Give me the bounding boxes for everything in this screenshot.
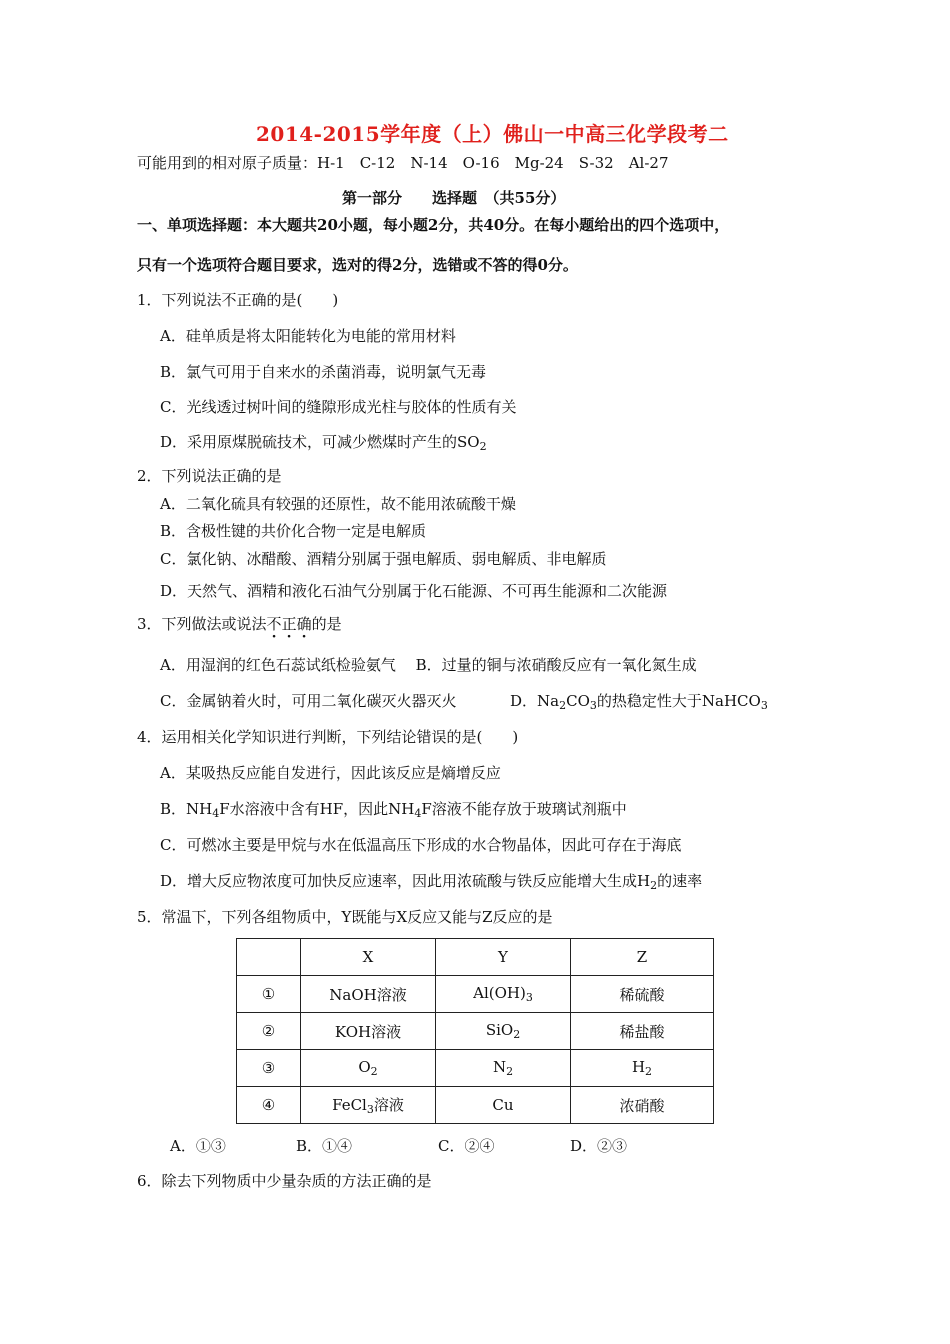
table-cell: KOH溶液 [301,1013,436,1050]
table-header-cell: Z [571,939,714,976]
atomic-masses: 可能用到的相对原子质量：H-1 C-12 N-14 O-16 Mg-24 S-32 Al-27 [137,154,669,172]
section1-instructions-line2: 只有一个选项符合题目要求，选对的得2分，选错或不答的得0分。 [137,256,578,274]
section1-instructions-line1: 一、单项选择题：本大题共20小题，每小题2分，共40分。在每小题给出的四个选项中， [137,216,730,234]
q5-option-b: B．①④ [296,1137,353,1155]
q3-options-ab: A．用湿润的红色石蕊试纸检验氨气 B．过量的铜与浓硝酸反应有一氧化氮生成 [160,656,697,674]
exam-title: 2014-2015学年度（上）佛山一中高三化学段考二 [256,122,729,146]
q2-option-b: B．含极性键的共价化合物一定是电解质 [160,522,427,540]
q2-stem: 2．下列说法正确的是 [137,467,282,485]
table-cell: Cu [436,1087,571,1124]
table-cell: $N_2$ [436,1050,571,1087]
table-cell: NaOH溶液 [301,976,436,1013]
table-row [237,1013,714,1050]
q2-option-d: D．天然气、酒精和液化石油气分别属于化石能源、不可再生能源和二次能源 [160,582,668,600]
table-cell: SiO$_2$ [436,1013,571,1050]
table-row [237,1087,714,1124]
table-cell: $Al(OH)_3$ [436,976,571,1013]
q1-option-b: B．氯气可用于自来水的杀菌消毒，说明氯气无毒 [160,363,487,381]
q5-option-d: D．②③ [570,1137,628,1155]
table-cell: FeCl$_3$溶液 [301,1087,436,1124]
q4-option-d: D．增大反应物浓度可加快反应速率，因此用浓硫酸与铁反应能增大生成$H_2$的速率 [160,872,703,892]
q1-option-a: A．硅单质是将太阳能转化为电能的常用材料 [160,327,456,345]
q4-option-a: A．某吸热反应能自发进行，因此该反应是熵增反应 [160,764,501,782]
table-header-cell: X [301,939,436,976]
q4-option-b: B．$NH_4F$水溶液中含有HF，因此$NH_4F$溶液不能存放于玻璃试剂瓶中 [160,800,627,820]
q5-option-c: C．②④ [438,1137,495,1155]
table-row [237,1050,714,1087]
table-cell: ④ [237,1087,301,1124]
table-header-row [237,939,714,976]
q3-stem: 3．下列做法或说法不正确的是 [137,615,342,633]
table-header-cell [237,939,301,976]
q1-option-d: D．采用原煤脱硫技术，可减少燃煤时产生的$SO_2$ [160,433,487,453]
q2-option-c: C．氯化钠、冰醋酸、酒精分别属于强电解质、弱电解质、非电解质 [160,550,607,568]
q5-table [236,938,714,1124]
q2-option-a: A．二氧化硫具有较强的还原性，故不能用浓硫酸干燥 [160,495,516,513]
part1-heading: 第一部分 选择题 （共55分） [342,189,566,207]
table-cell: ② [237,1013,301,1050]
q4-stem: 4．运用相关化学知识进行判断，下列结论错误的是( ) [137,728,519,746]
q1-stem: 1．下列说法不正确的是( ) [137,291,339,309]
table-cell: $O_2$ [301,1050,436,1087]
table-cell: ① [237,976,301,1013]
q1-option-c: C．光线透过树叶间的缝隙形成光柱与胶体的性质有关 [160,398,517,416]
table-cell: 稀硫酸 [571,976,714,1013]
q3-option-c: C．金属钠着火时，可用二氧化碳灭火器灭火 [160,692,457,710]
q4-option-c: C．可燃冰主要是甲烷与水在低温高压下形成的水合物晶体，因此可存在于海底 [160,836,682,854]
q3-option-d: D．$Na_2CO_3$的热稳定性大于NaHCO$_3$ [510,692,768,712]
q6-stem: 6．除去下列物质中少量杂质的方法正确的是 [137,1172,432,1190]
table-cell: ③ [237,1050,301,1087]
table-row [237,976,714,1013]
table-cell: 稀盐酸 [571,1013,714,1050]
q5-option-a: A．①③ [170,1137,226,1155]
table-cell: $H_2$ [571,1050,714,1087]
q5-stem: 5．常温下，下列各组物质中，Y既能与X反应又能与Z反应的是 [137,908,553,926]
table-header-cell: Y [436,939,571,976]
table-cell: 浓硝酸 [571,1087,714,1124]
